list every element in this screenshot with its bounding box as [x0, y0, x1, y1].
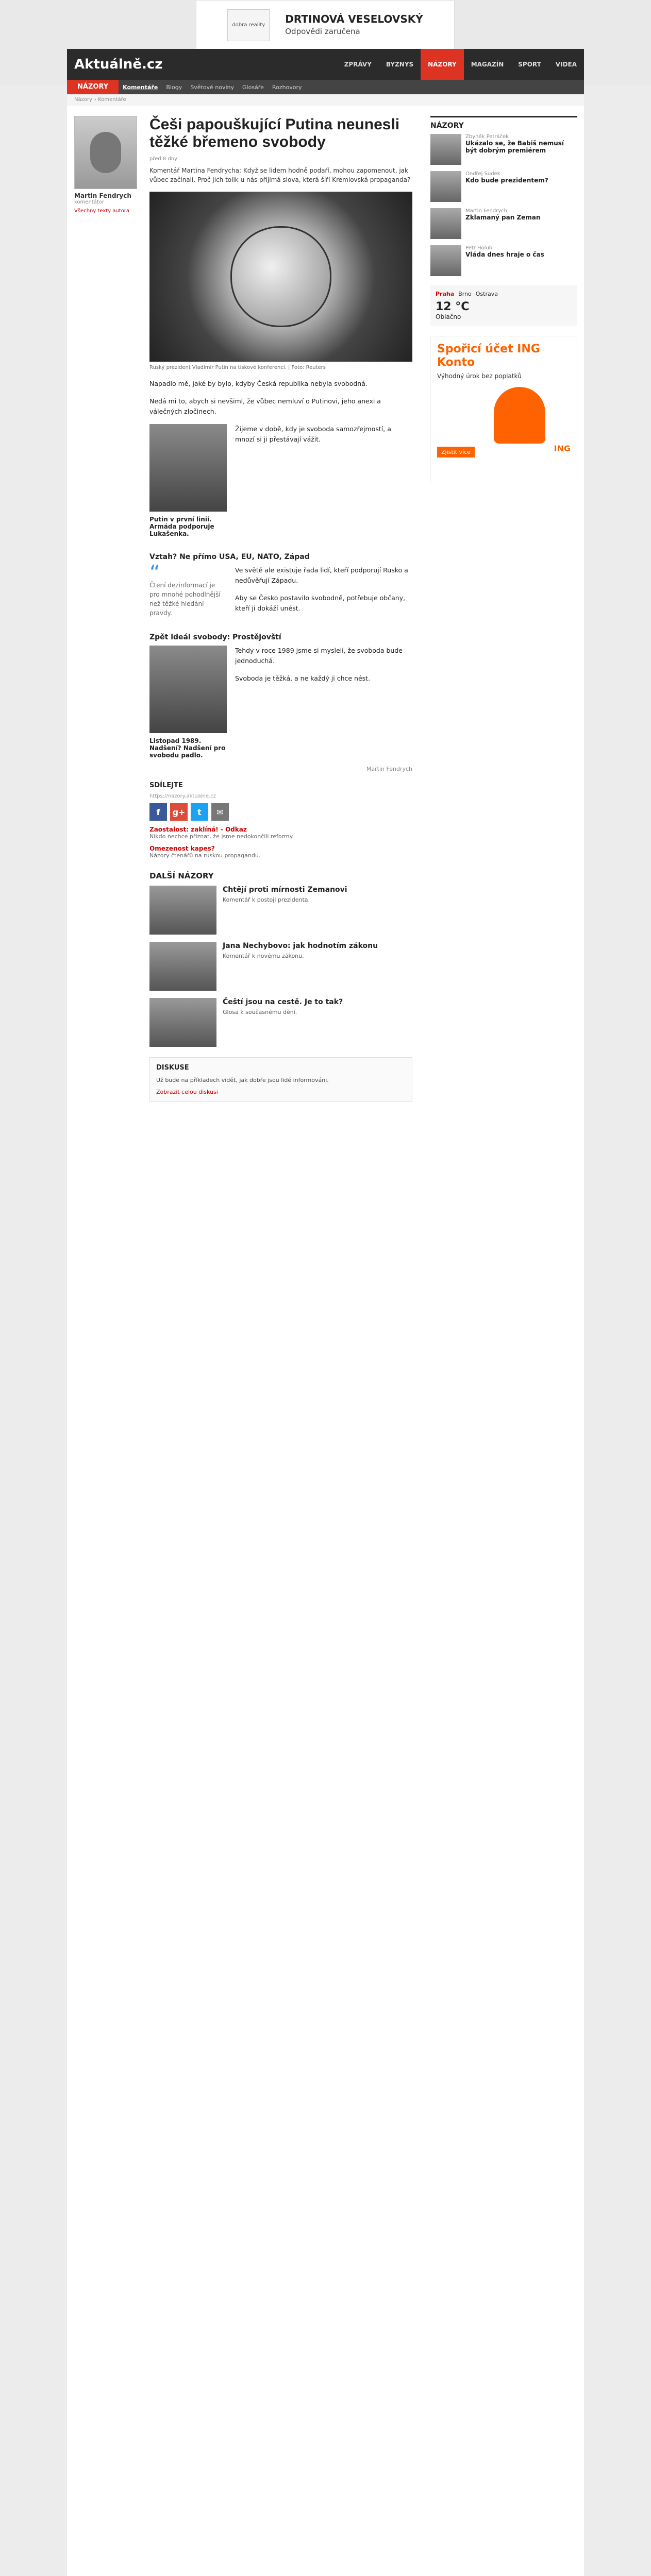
discussion-box	[149, 1057, 412, 1102]
facebook-icon[interactable]: f	[149, 803, 167, 821]
other-title[interactable]: Jana Nechybovo: jak hodnotím zákonu	[223, 942, 378, 950]
nav-byznys[interactable]: BYZNYS	[386, 61, 414, 68]
other-item[interactable]	[149, 942, 412, 991]
sidebar-avatar	[430, 171, 461, 202]
quote-text: Čtení dezinformací je pro mnohé pohodlnější než těžké hledání pravdy.	[149, 582, 221, 617]
author-sign: Martin Fendrych	[366, 766, 412, 772]
page-wrapper	[67, 49, 584, 2576]
paragraph: Tehdy v roce 1989 jsme si mysleli, že svoboda bude jednoduchá.	[235, 647, 403, 665]
related-item[interactable]	[149, 826, 412, 840]
quote-icon: “	[149, 561, 160, 585]
sidebar-item[interactable]	[430, 208, 577, 239]
weather-tab[interactable]: Brno	[458, 291, 472, 297]
sidebar-item[interactable]	[430, 134, 577, 165]
other-item[interactable]	[149, 886, 412, 935]
other-desc: Komentář k postoji prezidenta.	[223, 896, 310, 903]
article-date: před 8 dny	[149, 156, 178, 162]
other-image[interactable]	[149, 942, 216, 991]
nav-zpravy[interactable]: ZPRÁVY	[344, 61, 372, 68]
paragraph: Ve světě ale existuje řada lidí, kteří podporují Rusko a nedůvěřují Západu.	[235, 566, 408, 584]
ad-brand-title: DRTINOVÁ VESELOVSKÝ	[285, 12, 423, 25]
sidebar-author: Petr Holub	[465, 245, 493, 251]
hero-image[interactable]	[149, 192, 412, 362]
paragraph: Svoboda je těžká, a ne každý ji chce nést.	[235, 674, 371, 682]
article-perex: Komentář Martina Fendrycha: Když se lidem hodně podaří, mohou zapomenout, jak vůbec začínali. Proč jich tolik u nás přijímá slova, která šíří Kremlovská propaganda?	[149, 167, 411, 183]
nav-magazin[interactable]: MAGAZÍN	[471, 61, 504, 68]
other-image[interactable]	[149, 998, 216, 1047]
breadcrumb-nazory[interactable]: Názory	[74, 97, 93, 103]
related-item[interactable]	[149, 845, 412, 859]
ing-cta-button[interactable]: Zjistit více	[437, 447, 475, 457]
other-item[interactable]	[149, 998, 412, 1047]
ad-tagline: Odpovědi zaručena	[285, 26, 360, 36]
hero-caption: Ruský prezident Vladimir Putin na tiskové konferenci. | Foto: Reuters	[149, 365, 326, 370]
sidebar-opinions	[430, 116, 577, 276]
weather-tab[interactable]: Praha	[436, 291, 455, 297]
discussion-comment: Už bude na příkladech vidět, jak dobře jsou lidé informováni.	[156, 1077, 329, 1083]
sidebar-item-title[interactable]: Zklamaný pan Zeman	[465, 214, 541, 221]
page-content	[67, 106, 584, 2576]
header	[67, 49, 584, 80]
email-icon[interactable]: ✉	[211, 803, 229, 821]
other-title[interactable]: Chtějí proti mírnosti Zemanovi	[223, 886, 347, 894]
nav-sport[interactable]: SPORT	[518, 61, 541, 68]
paragraph: Žijeme v době, kdy je svoboda samozřejmostí, a mnozí si ji přestávají vážit.	[235, 425, 391, 443]
breadcrumb: Názory › Komentáře	[67, 94, 584, 106]
sidebar-author: Ondřej Sudek	[465, 171, 500, 177]
related-title[interactable]: Omezenost kapes?	[149, 845, 215, 852]
breadcrumb-komentare[interactable]: Komentáře	[98, 97, 126, 103]
nav-videa[interactable]: VIDEA	[555, 61, 577, 68]
subnav-blogy[interactable]: Blogy	[166, 83, 182, 91]
sub-nav	[67, 80, 584, 94]
sidebar-item[interactable]	[430, 245, 577, 276]
main-nav	[337, 49, 584, 80]
weather-tab[interactable]: Ostrava	[475, 291, 498, 297]
inline-caption[interactable]: Listopad 1989. Nadšení? Nadšení pro svobodu padlo.	[149, 737, 226, 759]
ing-headline: Spořicí účet ING Konto	[437, 343, 540, 369]
paragraph: Aby se Česko postavilo svobodně, potřebuje občany, kteří ji dokáží unést.	[235, 594, 406, 612]
other-opinions-heading: DALŠÍ NÁZORY	[149, 871, 214, 880]
google-plus-icon[interactable]: g+	[170, 803, 188, 821]
section-heading: Vztah? Ne přímo USA, EU, NATO, Západ	[149, 553, 310, 561]
weather-temp: 12 °C	[436, 300, 470, 313]
other-desc: Komentář k novému zákonu.	[223, 953, 304, 959]
discussion-all-link[interactable]: Zobrazit celou diskusi	[156, 1089, 218, 1095]
author-column	[74, 116, 141, 214]
discussion-title: DISKUSE	[156, 1064, 189, 1072]
sidebar-item-title[interactable]: Ukázalo se, že Babiš nemusí být dobrým premiérem	[465, 140, 564, 154]
sidebar	[430, 116, 577, 494]
paragraph: Nedá mi to, abych si nevšiml, že vůbec nemluví o Putinovi, jeho anexi a válečných zločinech.	[149, 397, 381, 415]
subnav-glosare[interactable]: Glosáře	[242, 83, 264, 91]
ing-sub: Výhodný úrok bez poplatků	[437, 372, 522, 380]
article-title: Češi papouškující Putina neunesli těžké břemeno svobody	[149, 116, 400, 150]
ad-logo: dobra reality	[227, 9, 270, 41]
section-heading: Zpět ideál svobody: Prostějovští	[149, 633, 281, 641]
nav-nazory[interactable]: NÁZORY	[421, 49, 464, 80]
author-photo	[74, 116, 137, 189]
ing-brand: ING	[554, 444, 571, 453]
pull-quote	[149, 561, 227, 618]
sidebar-item[interactable]	[430, 171, 577, 202]
sidebar-author: Martin Fendrych	[465, 208, 507, 214]
article-body	[149, 379, 412, 774]
sidebar-author: Zbyněk Petráček	[465, 134, 509, 140]
related-desc: Názory čtenářů na ruskou propagandu.	[149, 852, 261, 859]
sidebar-item-title[interactable]: Vláda dnes hraje o čas	[465, 251, 544, 258]
twitter-icon[interactable]: t	[191, 803, 208, 821]
related-title[interactable]: Zaostalost: zaklíná! - Odkaz	[149, 826, 247, 833]
sidebar-title: NÁZORY	[430, 122, 464, 130]
author-role: komentátor	[74, 199, 104, 205]
ing-ad[interactable]	[430, 336, 577, 483]
author-all-link[interactable]: Všechny texty autora	[74, 208, 130, 214]
author-name[interactable]: Martin Fendrych	[74, 192, 131, 199]
inline-image[interactable]	[149, 424, 227, 512]
subnav-komentare[interactable]: Komentáře	[123, 83, 158, 91]
share-box	[149, 782, 412, 821]
sidebar-avatar	[430, 245, 461, 276]
inline-image[interactable]	[149, 646, 227, 733]
lion-icon	[494, 387, 545, 444]
article-column	[149, 116, 412, 1102]
other-title[interactable]: Čeští jsou na cestě. Je to tak?	[223, 998, 343, 1006]
weather-desc: Oblačno	[436, 313, 461, 320]
weather-widget	[430, 285, 577, 326]
sidebar-avatar	[430, 134, 461, 165]
sidebar-avatar	[430, 208, 461, 239]
top-ad-banner[interactable]	[196, 0, 455, 50]
ad-brand	[285, 13, 423, 38]
section-label[interactable]: NÁZORY	[67, 80, 119, 94]
inline-caption[interactable]: Putin v první linii. Armáda podporuje Lukašenka.	[149, 516, 214, 537]
site-logo[interactable]: Aktuálně.cz	[74, 57, 163, 72]
subnav-rozhovory[interactable]: Rozhovory	[272, 83, 302, 91]
share-url[interactable]: https://nazory.aktualne.cz	[149, 793, 216, 799]
paragraph: Napadlo mě, jaké by bylo, kdyby Česká republika nebyla svobodná.	[149, 380, 368, 387]
other-desc: Glosa k současnému dění.	[223, 1009, 297, 1015]
sidebar-item-title[interactable]: Kdo bude prezidentem?	[465, 177, 548, 184]
share-title: SDÍLEJTE	[149, 782, 183, 789]
related-desc: Nikdo nechce přiznat, že jsme nedokončili reformy.	[149, 833, 294, 840]
other-image[interactable]	[149, 886, 216, 935]
subnav-svetove[interactable]: Světové noviny	[190, 83, 235, 91]
